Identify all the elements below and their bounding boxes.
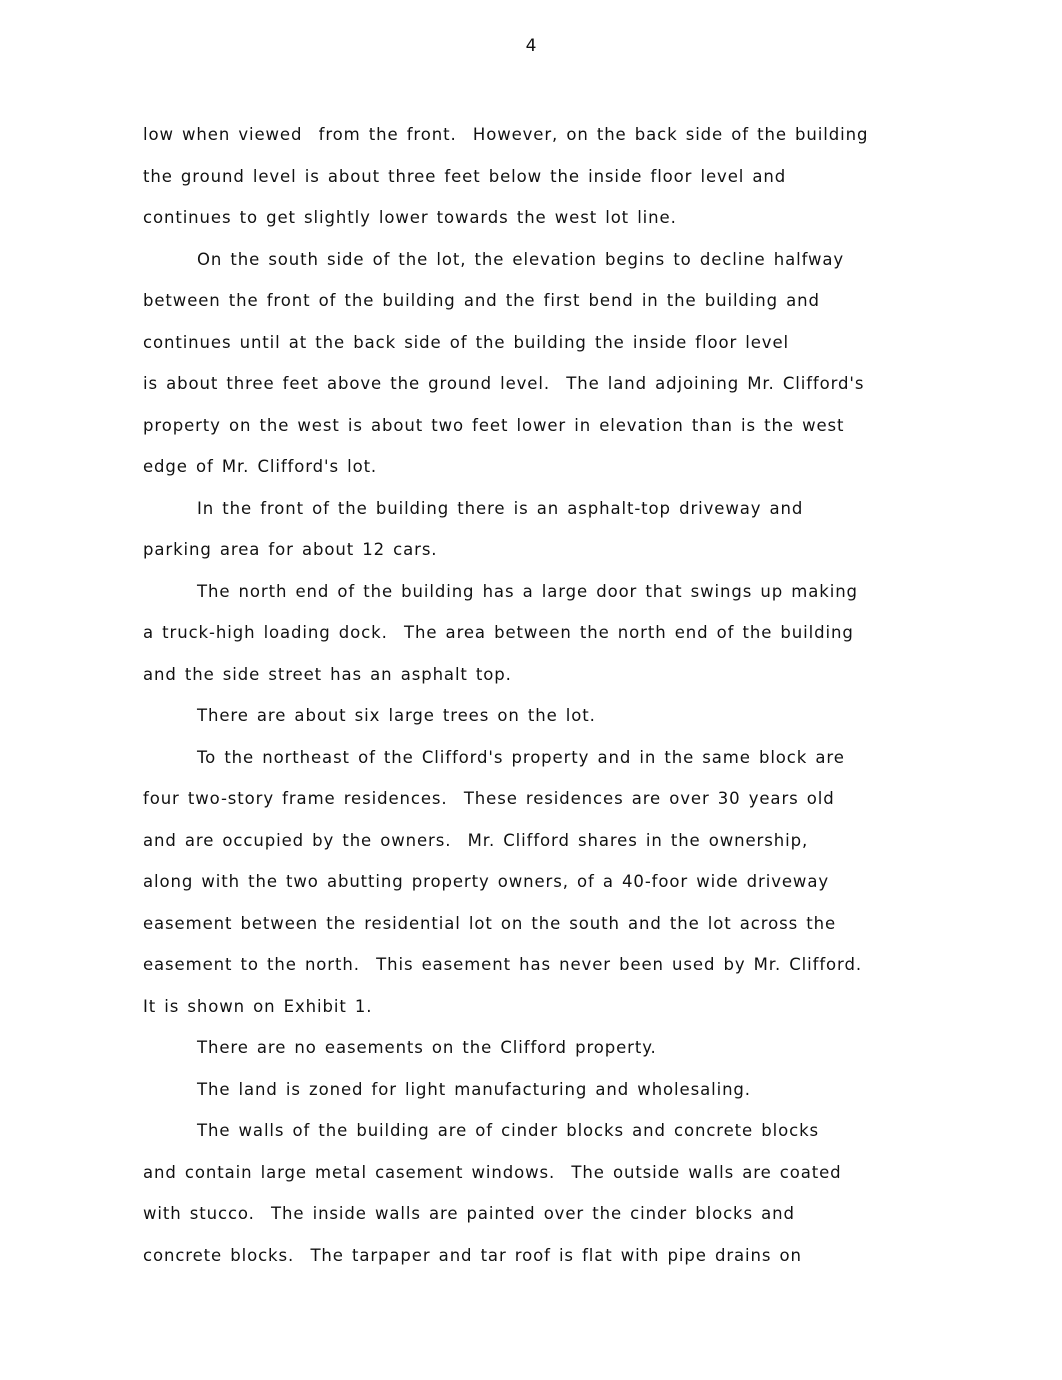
- text-line: edge of Mr. Clifford's lot.: [143, 457, 378, 476]
- text-line: and contain large metal casement windows. The outside walls are coated: [143, 1162, 842, 1182]
- text-line: concrete blocks. The tarpaper and tar roof is flat with pipe drains on: [143, 1245, 802, 1265]
- text-line: To the northeast of the Clifford's property and in the same block are: [197, 747, 845, 767]
- text-line: In the front of the building there is an asphalt-top driveway and: [197, 498, 804, 518]
- text-line: parking area for about 12 cars.: [143, 540, 438, 559]
- body-text: [143, 114, 983, 1276]
- text-line: and the side street has an asphalt top.: [143, 664, 512, 684]
- text-line: The walls of the building are of cinder blocks and concrete blocks: [197, 1121, 820, 1140]
- text-line: between the front of the building and the first bend in the building and: [143, 291, 820, 310]
- text-line: easement between the residential lot on the south and the lot across the: [143, 913, 837, 933]
- text-line: four two-story frame residences. These residences are over 30 years old: [143, 789, 835, 808]
- text-line: The land is zoned for light manufacturing and wholesaling.: [197, 1079, 751, 1099]
- text-line: the ground level is about three feet below the inside floor level and: [143, 166, 787, 186]
- text-line: It is shown on Exhibit 1.: [143, 996, 373, 1016]
- text-line: with stucco. The inside walls are painted over the cinder blocks and: [143, 1204, 795, 1223]
- text-line: low when viewed from the front. However, on the back side of the building: [143, 125, 869, 144]
- text-line: There are no easements on the Clifford property.: [197, 1038, 657, 1057]
- text-line: along with the two abutting property owners, of a 40-foor wide driveway: [143, 872, 829, 891]
- text-line: The north end of the building has a large door that swings up making: [197, 581, 858, 601]
- text-line: property on the west is about two feet lower in elevation than is the west: [143, 415, 845, 435]
- text-line: On the south side of the lot, the elevation begins to decline halfway: [197, 249, 845, 269]
- text-line: is about three feet above the ground level. The land adjoining Mr. Clifford's: [143, 374, 865, 393]
- text-line: easement to the north. This easement has never been used by Mr. Clifford.: [143, 955, 862, 974]
- text-line: and are occupied by the owners. Mr. Clifford shares in the ownership,: [143, 830, 809, 850]
- text-line: continues until at the back side of the building the inside floor level: [143, 332, 790, 352]
- page-number: 4: [525, 36, 537, 56]
- text-line: continues to get slightly lower towards the west lot line.: [143, 208, 677, 227]
- text-line: There are about six large trees on the lot.: [197, 706, 596, 725]
- text-line: a truck-high loading dock. The area between the north end of the building: [143, 623, 854, 642]
